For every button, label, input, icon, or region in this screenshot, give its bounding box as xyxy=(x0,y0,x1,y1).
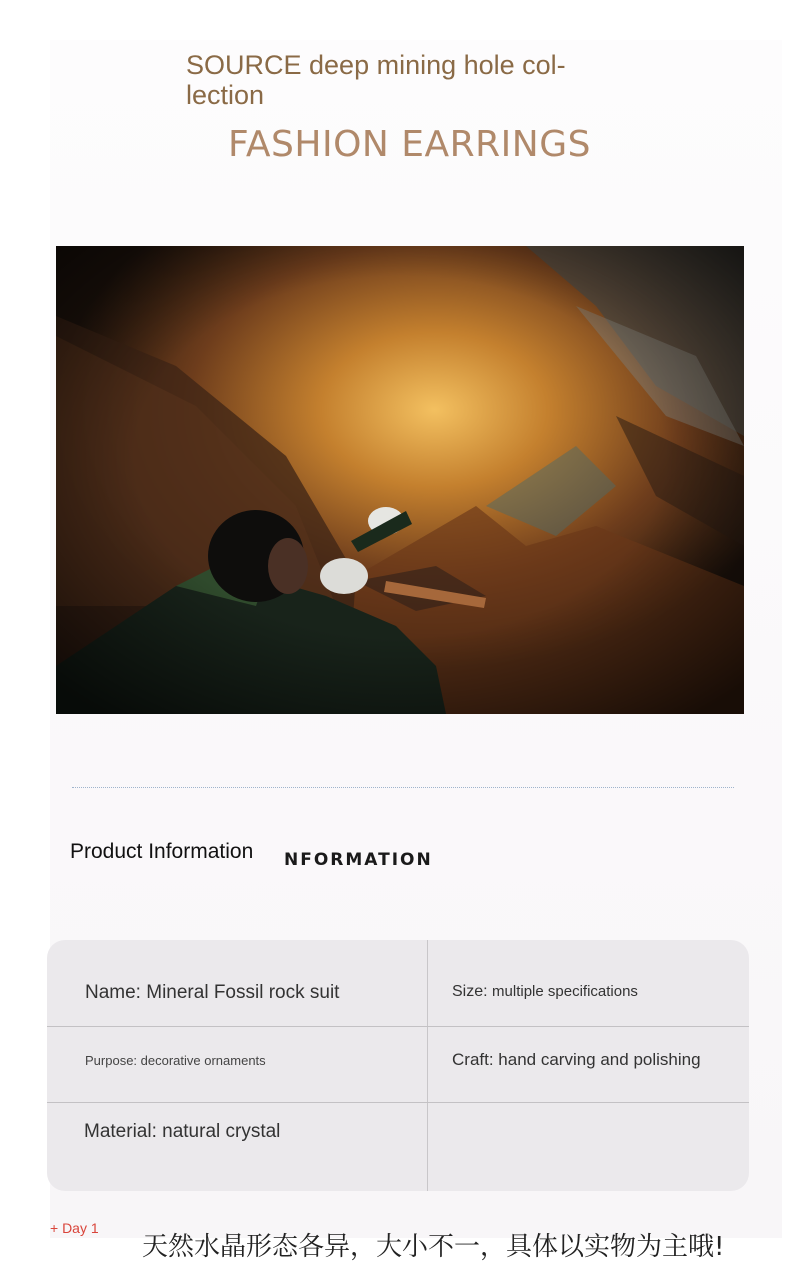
name-cell: Name: Mineral Fossil rock suit xyxy=(85,982,340,1003)
craft-cell: Craft: hand carving and polishing xyxy=(452,1050,701,1069)
size-cell xyxy=(452,983,638,1001)
footer-text: 天然水晶形态各异，大小不一，具体以实物为主哦! xyxy=(142,1232,725,1262)
row-divider xyxy=(47,1102,749,1103)
size-value: multiple specifications xyxy=(492,983,638,1000)
column-divider xyxy=(427,940,428,1191)
size-label: Size: xyxy=(452,983,488,1000)
product-information-title: Product Information xyxy=(70,840,254,863)
material-cell: Material: natural crystal xyxy=(84,1121,281,1142)
day-badge: + Day 1 xyxy=(50,1220,99,1236)
information-subtitle: NFORMATION xyxy=(284,850,433,870)
mining-photo xyxy=(56,246,744,714)
dotted-divider xyxy=(72,787,734,788)
product-info-table xyxy=(47,940,749,1191)
footer-note xyxy=(50,1220,790,1262)
purpose-cell: Purpose: decorative ornaments xyxy=(85,1053,266,1068)
fashion-earrings-heading: FASHION EARRINGS xyxy=(228,124,591,165)
collection-title: SOURCE deep mining hole col-lection xyxy=(186,50,566,110)
row-divider xyxy=(47,1026,749,1027)
